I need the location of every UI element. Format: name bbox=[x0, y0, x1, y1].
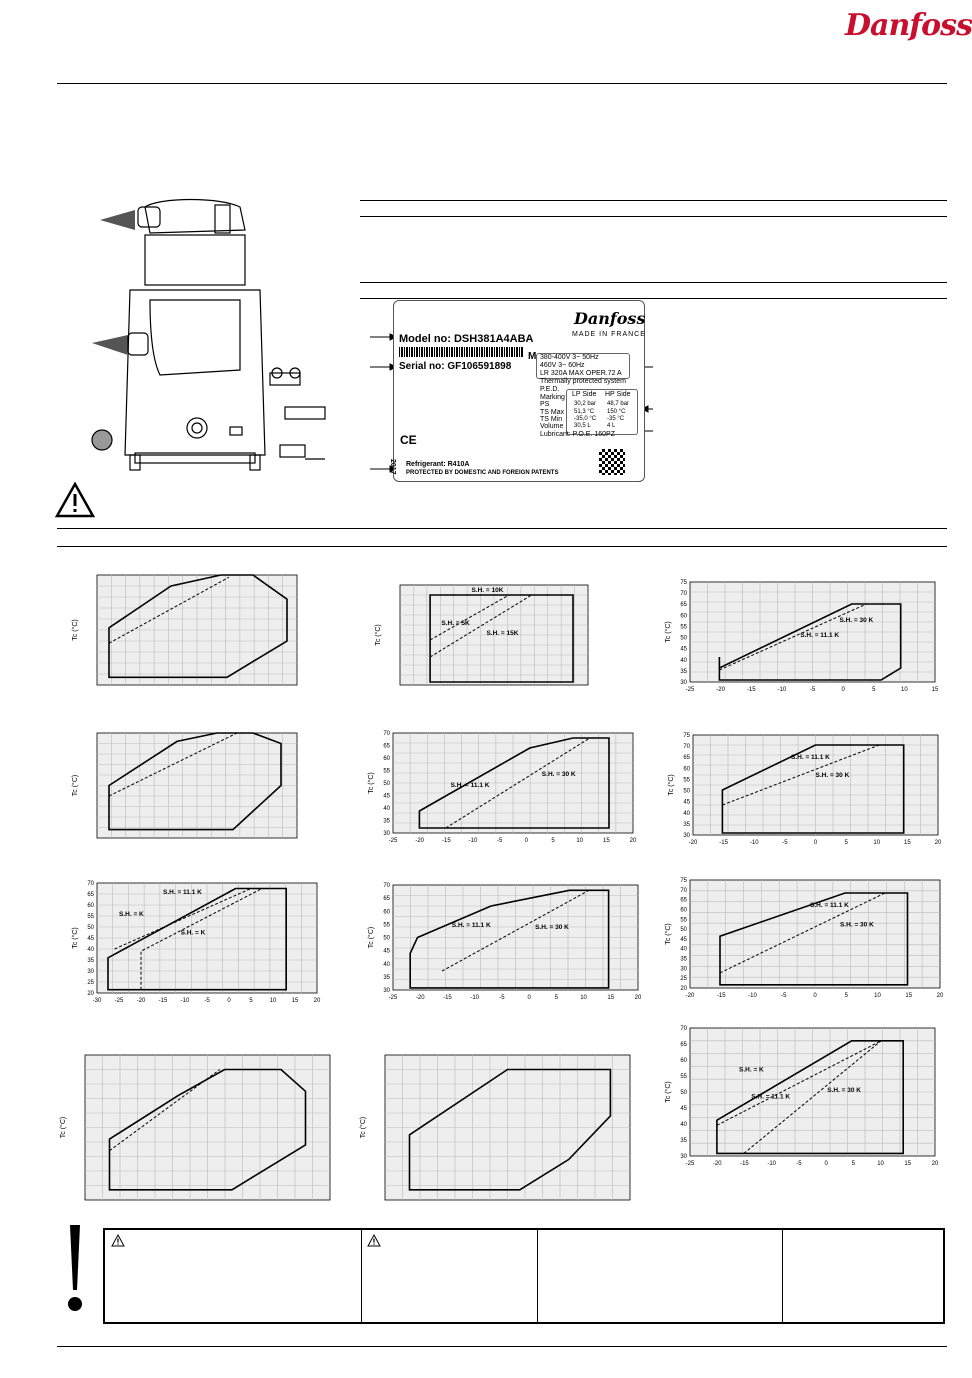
y-tick-label: 50 bbox=[87, 925, 94, 931]
superheat-label: S.H. = 10K bbox=[471, 587, 504, 594]
small-warning-icon bbox=[111, 1234, 125, 1247]
x-tick-label: 5 bbox=[551, 838, 555, 844]
y-tick-label: 75 bbox=[680, 580, 687, 586]
row-lp: 30,2 bar bbox=[574, 401, 597, 407]
envelope-chart-4 bbox=[69, 733, 309, 860]
danfoss-logo: Danfoss bbox=[845, 8, 972, 43]
y-tick-label: 35 bbox=[383, 818, 390, 825]
x-tick-label: -15 bbox=[740, 1161, 749, 1167]
envelope-chart-2 bbox=[372, 585, 600, 707]
y-tick-label: 55 bbox=[680, 624, 687, 631]
y-axis-label: Tc (°C) bbox=[360, 1116, 367, 1139]
y-tick-label: 55 bbox=[683, 777, 690, 784]
section-rule-1 bbox=[360, 200, 947, 201]
x-tick-label: -15 bbox=[716, 993, 726, 999]
x-tick-label: -20 bbox=[688, 840, 698, 846]
envelope-chart-1 bbox=[69, 575, 309, 707]
y-tick-label: 65 bbox=[680, 1042, 687, 1048]
model-number: Model no: DSH381A4ABA bbox=[399, 333, 534, 345]
y-tick-label: 60 bbox=[87, 903, 94, 909]
section-rule-2 bbox=[360, 216, 947, 217]
envelope-chart-12 bbox=[662, 1028, 947, 1178]
section-rule-4 bbox=[360, 298, 947, 299]
y-tick-label: 55 bbox=[383, 768, 390, 775]
refrigerant: Refrigerant: R410A bbox=[406, 461, 470, 468]
y-axis-label: Tc (°C) bbox=[60, 1116, 67, 1139]
x-tick-label: 10 bbox=[873, 840, 881, 846]
y-tick-label: 50 bbox=[683, 788, 690, 795]
warning-triangle-icon bbox=[55, 482, 95, 518]
x-tick-label: 15 bbox=[904, 1161, 912, 1167]
x-tick-label: -5 bbox=[782, 840, 788, 846]
y-axis-label: Tc (°C) bbox=[72, 774, 79, 797]
x-tick-label: -10 bbox=[767, 1161, 777, 1167]
x-tick-label: -5 bbox=[781, 993, 787, 999]
x-tick-label: -5 bbox=[796, 1161, 802, 1167]
superheat-label: S.H. = 5K bbox=[441, 620, 470, 627]
y-tick-label: 70 bbox=[87, 881, 94, 887]
x-tick-label: -25 bbox=[685, 687, 695, 693]
y-tick-label: 30 bbox=[383, 831, 390, 837]
y-tick-label: 45 bbox=[87, 936, 94, 942]
y-tick-label: 20 bbox=[680, 986, 687, 992]
x-tick-label: -10 bbox=[748, 993, 757, 999]
x-tick-label: -10 bbox=[180, 998, 190, 1004]
x-tick-label: 15 bbox=[607, 995, 615, 1001]
qr-code bbox=[599, 449, 625, 475]
y-tick-label: 35 bbox=[680, 1138, 687, 1144]
y-tick-label: 45 bbox=[680, 936, 687, 943]
x-tick-label: 20 bbox=[931, 1161, 939, 1167]
y-tick-label: 70 bbox=[683, 744, 690, 751]
section-rule-3 bbox=[360, 282, 947, 283]
y-tick-label: 30 bbox=[680, 966, 687, 973]
x-tick-label: 5 bbox=[554, 995, 559, 1001]
x-tick-label: 10 bbox=[580, 995, 587, 1001]
ce-mark: CE bbox=[400, 433, 417, 447]
y-tick-label: 30 bbox=[383, 988, 390, 994]
y-tick-label: 60 bbox=[680, 907, 687, 914]
y-axis-label: Tc (°C) bbox=[368, 926, 375, 949]
superheat-label: S.H. = 11.1 K bbox=[451, 922, 491, 929]
y-tick-label: 40 bbox=[680, 1122, 687, 1128]
y-tick-label: 60 bbox=[683, 766, 690, 773]
y-tick-label: 25 bbox=[680, 976, 687, 983]
row-label: TS Max bbox=[540, 409, 565, 416]
x-tick-label: -30 bbox=[92, 998, 102, 1004]
y-tick-label: 65 bbox=[383, 896, 390, 903]
x-tick-label: -15 bbox=[443, 995, 452, 1001]
superheat-label: S.H. = 30 K bbox=[839, 617, 874, 624]
envelope-chart-3 bbox=[662, 582, 947, 704]
y-tick-label: 20 bbox=[87, 991, 94, 997]
superheat-label: S.H. = K bbox=[180, 929, 206, 937]
y-tick-label: 75 bbox=[680, 878, 687, 884]
x-tick-label: -15 bbox=[746, 687, 756, 693]
superheat-label: S.H. = 15K bbox=[486, 630, 519, 637]
section-rule-5 bbox=[57, 528, 947, 529]
superheat-label: S.H. = 11.1 K bbox=[450, 782, 490, 789]
superheat-label: S.H. = 30 K bbox=[535, 924, 569, 932]
y-tick-label: 45 bbox=[680, 646, 687, 653]
y-axis-label: Tc (°C) bbox=[368, 772, 375, 794]
row-label: PS bbox=[540, 401, 550, 408]
spec-line: Thermally protected system bbox=[540, 378, 626, 385]
x-tick-label: 5 bbox=[844, 840, 848, 846]
x-tick-label: -25 bbox=[114, 998, 124, 1004]
lubricant: Lubricant: P.O.E. 160PZ bbox=[540, 431, 615, 438]
x-tick-label: 0 bbox=[841, 687, 845, 693]
row-lp: 30,5 L bbox=[574, 423, 591, 429]
y-tick-label: 75 bbox=[683, 733, 690, 739]
envelope-chart-8 bbox=[365, 885, 650, 1012]
x-tick-label: -10 bbox=[777, 687, 787, 693]
y-tick-label: 50 bbox=[383, 781, 390, 787]
header-rule bbox=[57, 83, 947, 84]
y-axis-label: Tc (°C) bbox=[665, 621, 672, 643]
superheat-label: S.H. = 11.1 K bbox=[751, 1093, 791, 1101]
y-tick-label: 65 bbox=[383, 743, 390, 750]
x-tick-label: 20 bbox=[934, 840, 942, 846]
row-hp: 48,7 bar bbox=[607, 401, 630, 407]
y-tick-label: 50 bbox=[680, 927, 687, 934]
row-hp: -35 °C bbox=[607, 416, 625, 422]
made-in: MADE IN FRANCE bbox=[572, 331, 646, 338]
y-axis-label: Tc (°C) bbox=[665, 923, 672, 945]
marking-label: Marking bbox=[540, 394, 565, 401]
x-tick-label: 10 bbox=[877, 1161, 884, 1167]
x-tick-label: -10 bbox=[749, 840, 759, 846]
x-tick-label: 15 bbox=[931, 687, 939, 693]
x-tick-label: 0 bbox=[227, 998, 231, 1004]
y-tick-label: 45 bbox=[383, 793, 390, 800]
row-label: Volume bbox=[540, 423, 564, 430]
y-tick-label: 40 bbox=[683, 810, 690, 817]
serial-number: Serial no: GF106591898 bbox=[399, 361, 512, 372]
y-axis-label: Tc (°C) bbox=[375, 624, 382, 646]
table-divider bbox=[537, 1230, 538, 1322]
y-tick-label: 70 bbox=[680, 887, 687, 894]
envelope-chart-6 bbox=[665, 735, 950, 857]
y-tick-label: 55 bbox=[680, 917, 687, 924]
x-tick-label: 0 bbox=[813, 993, 817, 999]
compressor-nameplate bbox=[389, 300, 646, 482]
superheat-label: S.H. = 30 K bbox=[827, 1087, 861, 1094]
x-tick-label: -5 bbox=[499, 995, 505, 1001]
y-tick-label: 60 bbox=[680, 1058, 687, 1064]
envelope-chart-11 bbox=[357, 1055, 642, 1222]
y-tick-label: 25 bbox=[87, 980, 94, 986]
x-tick-label: 0 bbox=[524, 838, 529, 844]
y-tick-label: 30 bbox=[680, 1154, 687, 1160]
superheat-label: S.H. = 11.1 K bbox=[810, 902, 849, 909]
section-rule-6 bbox=[57, 546, 947, 547]
x-tick-label: 5 bbox=[844, 993, 848, 999]
x-tick-label: 0 bbox=[527, 995, 531, 1001]
x-tick-label: -20 bbox=[712, 1161, 722, 1167]
x-tick-label: -15 bbox=[441, 838, 451, 844]
y-tick-label: 55 bbox=[87, 914, 94, 920]
x-tick-label: -25 bbox=[388, 838, 398, 844]
row-hp: 150 °C bbox=[607, 409, 626, 415]
y-tick-label: 45 bbox=[683, 799, 690, 806]
x-tick-label: 10 bbox=[576, 838, 584, 844]
superheat-label: S.H. = 30 K bbox=[541, 771, 576, 778]
y-tick-label: 55 bbox=[680, 1074, 687, 1080]
y-tick-label: 35 bbox=[680, 956, 687, 963]
patents: PROTECTED BY DOMESTIC AND FOREIGN PATENTS bbox=[406, 470, 559, 476]
x-tick-label: -5 bbox=[809, 687, 816, 693]
table-divider bbox=[361, 1230, 362, 1322]
lp-side: LP Side bbox=[572, 391, 597, 398]
y-tick-label: 30 bbox=[683, 833, 690, 839]
exclamation-icon bbox=[65, 1225, 85, 1325]
y-tick-label: 40 bbox=[680, 657, 687, 664]
y-tick-label: 40 bbox=[680, 946, 687, 953]
superheat-label: S.H. = 30 K bbox=[840, 921, 874, 929]
barcode bbox=[399, 347, 524, 357]
y-tick-label: 45 bbox=[680, 1106, 687, 1112]
x-tick-label: -25 bbox=[388, 995, 398, 1001]
x-tick-label: 5 bbox=[872, 687, 876, 693]
y-tick-label: 60 bbox=[383, 909, 390, 916]
y-tick-label: 45 bbox=[383, 948, 390, 955]
y-tick-label: 50 bbox=[383, 935, 390, 942]
envelope-chart-10 bbox=[57, 1055, 342, 1222]
row-lp: 51,3 °C bbox=[574, 409, 595, 415]
spec-line: 460V 3~ 60Hz bbox=[540, 362, 585, 369]
x-tick-label: 15 bbox=[904, 840, 911, 846]
x-tick-label: 10 bbox=[874, 993, 881, 999]
envelope-chart-5 bbox=[365, 733, 645, 855]
x-tick-label: -20 bbox=[136, 998, 146, 1004]
warning-table bbox=[103, 1228, 945, 1324]
x-tick-label: -25 bbox=[685, 1161, 695, 1167]
x-tick-label: -20 bbox=[415, 838, 425, 844]
x-tick-label: 20 bbox=[629, 838, 637, 844]
y-tick-label: 35 bbox=[87, 958, 94, 964]
y-tick-label: 70 bbox=[383, 883, 390, 889]
superheat-label: S.H. = K bbox=[119, 911, 144, 918]
y-tick-label: 30 bbox=[87, 969, 94, 975]
x-tick-label: -5 bbox=[204, 998, 210, 1004]
y-axis-label: Tc (°C) bbox=[665, 1081, 672, 1103]
y-tick-label: 40 bbox=[383, 806, 390, 812]
plate-brand: Danfoss bbox=[574, 309, 646, 328]
m-label: M bbox=[528, 351, 537, 362]
y-tick-label: 70 bbox=[680, 1026, 687, 1032]
x-tick-label: 10 bbox=[269, 998, 277, 1004]
envelope-chart-9 bbox=[662, 880, 952, 1010]
y-tick-label: 55 bbox=[383, 922, 390, 929]
compressor-illustration bbox=[90, 195, 330, 480]
x-tick-label: 5 bbox=[249, 998, 253, 1004]
x-tick-label: 0 bbox=[813, 840, 818, 846]
y-tick-label: 70 bbox=[680, 591, 687, 598]
y-tick-label: 65 bbox=[680, 602, 687, 609]
y-tick-label: 60 bbox=[680, 613, 687, 620]
y-tick-label: 35 bbox=[683, 821, 690, 828]
y-tick-label: 60 bbox=[383, 756, 390, 762]
x-tick-label: 15 bbox=[602, 838, 610, 844]
x-tick-label: -15 bbox=[158, 998, 168, 1004]
y-tick-label: 70 bbox=[383, 731, 390, 737]
table-divider bbox=[782, 1230, 783, 1322]
x-tick-label: 20 bbox=[313, 998, 321, 1004]
x-tick-label: 15 bbox=[291, 998, 299, 1004]
y-tick-label: 50 bbox=[680, 635, 687, 642]
x-tick-label: 20 bbox=[634, 995, 642, 1001]
y-tick-label: 40 bbox=[383, 961, 390, 968]
y-tick-label: 65 bbox=[680, 897, 687, 904]
y-axis-label: Tc (°C) bbox=[72, 619, 79, 641]
superheat-label: S.H. = 11.1 K bbox=[791, 754, 830, 761]
x-tick-label: -20 bbox=[685, 993, 695, 999]
x-tick-label: -5 bbox=[496, 838, 503, 844]
ped-label: P.E.D. bbox=[540, 386, 560, 393]
x-tick-label: 15 bbox=[905, 993, 913, 999]
x-tick-label: -10 bbox=[470, 995, 480, 1001]
small-warning-icon bbox=[367, 1234, 381, 1247]
x-tick-label: 0 bbox=[824, 1161, 828, 1167]
row-lp: -35,0 °C bbox=[574, 416, 597, 422]
envelope-chart-7 bbox=[69, 883, 329, 1015]
x-tick-label: 10 bbox=[901, 687, 908, 693]
superheat-label: S.H. = K bbox=[739, 1066, 764, 1074]
y-tick-label: 65 bbox=[87, 892, 94, 898]
superheat-label: S.H. = 11.1 K bbox=[163, 889, 202, 896]
x-tick-label: 20 bbox=[936, 993, 944, 999]
spec-line: 380-400V 3~ 50Hz bbox=[540, 354, 599, 361]
x-tick-label: -20 bbox=[716, 687, 725, 693]
hp-side: HP Side bbox=[605, 391, 631, 398]
y-axis-label: Tc (°C) bbox=[668, 774, 675, 796]
spec-line: LR 320A MAX OPER.72 A bbox=[540, 370, 622, 377]
row-label: TS Min bbox=[540, 416, 563, 423]
y-axis-label: Tc (°C) bbox=[72, 927, 79, 949]
y-tick-label: 30 bbox=[680, 680, 687, 686]
superheat-label: S.H. = 30 K bbox=[815, 772, 850, 779]
y-tick-label: 35 bbox=[383, 974, 390, 981]
year-stamp: 2017 bbox=[389, 459, 396, 475]
x-tick-label: -20 bbox=[415, 995, 425, 1001]
x-tick-label: -15 bbox=[719, 840, 728, 846]
footer-rule bbox=[57, 1346, 947, 1347]
y-tick-label: 65 bbox=[683, 755, 690, 762]
row-hp: 4 L bbox=[607, 423, 616, 429]
y-tick-label: 40 bbox=[87, 947, 94, 953]
superheat-label: S.H. = 11.1 K bbox=[800, 632, 840, 639]
y-tick-label: 50 bbox=[680, 1090, 687, 1096]
x-tick-label: -10 bbox=[468, 838, 478, 844]
y-tick-label: 35 bbox=[680, 668, 687, 675]
x-tick-label: 5 bbox=[851, 1161, 856, 1167]
